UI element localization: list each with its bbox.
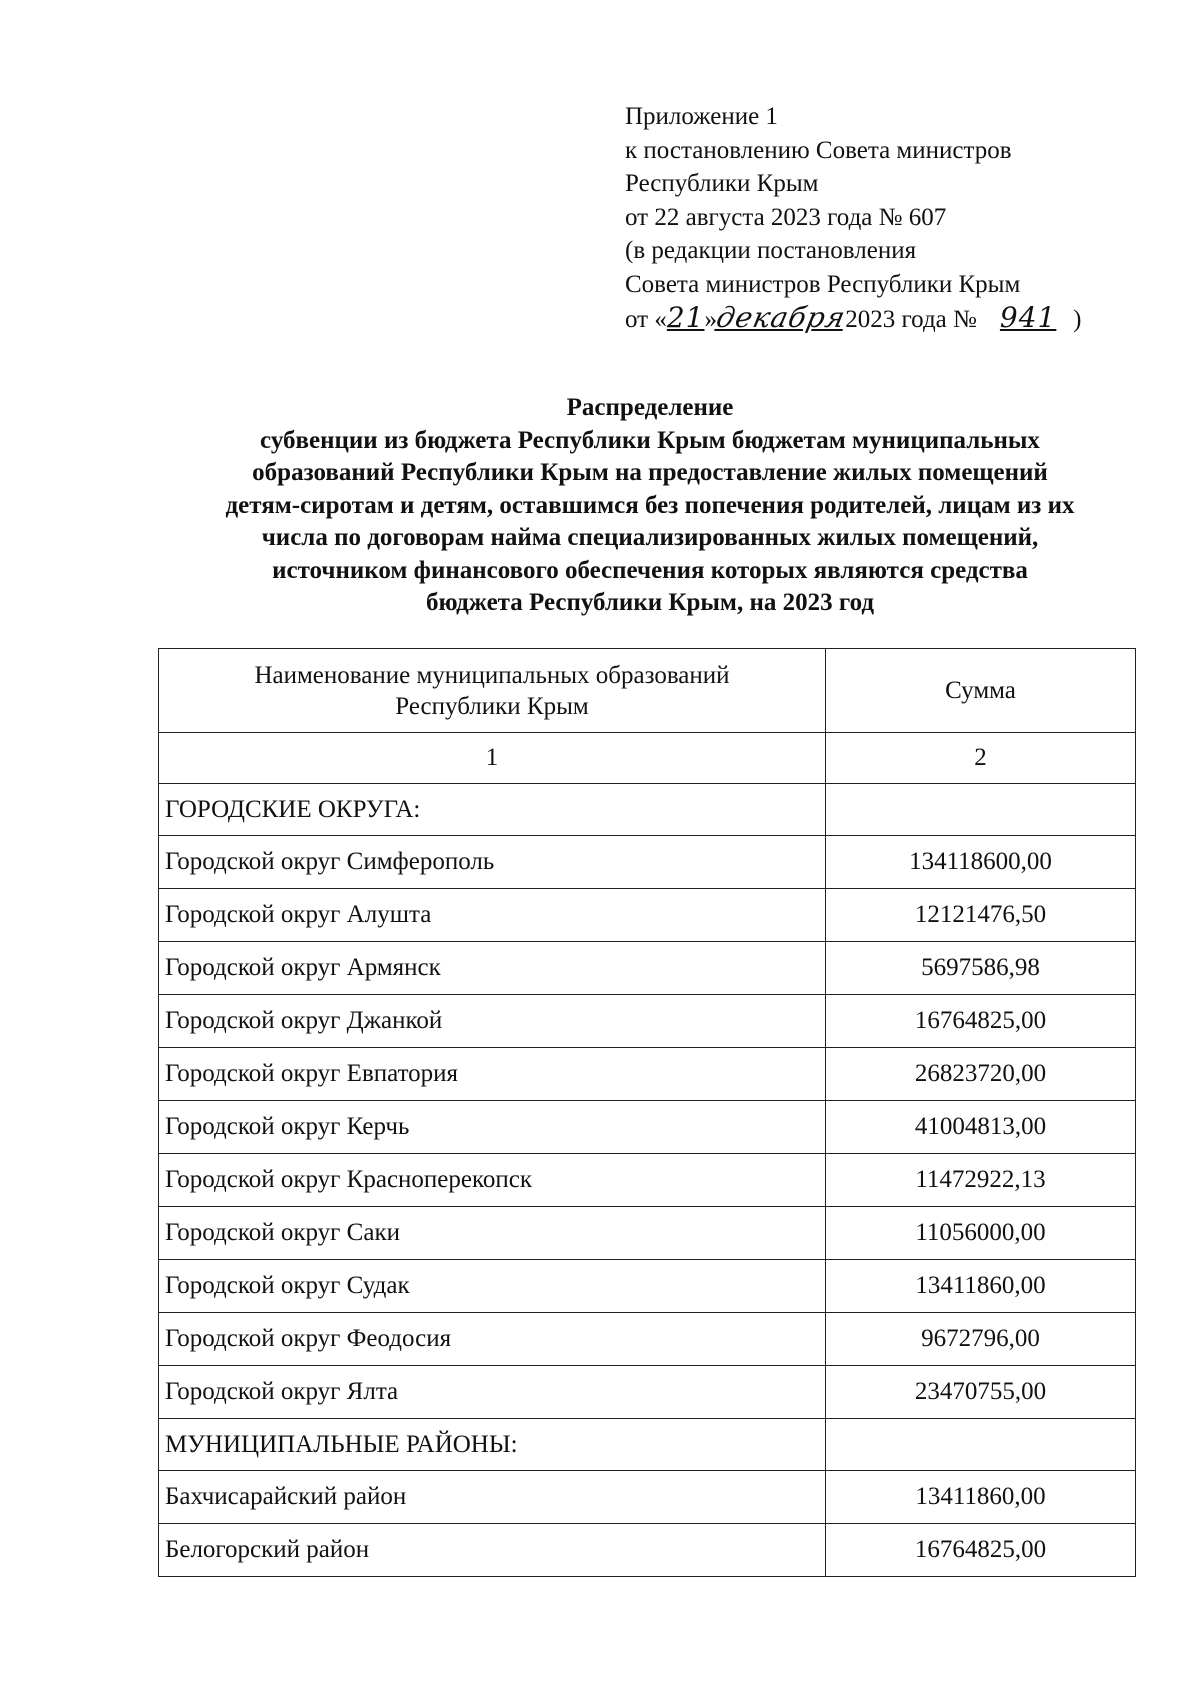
- municipality-name: Городской округ Саки: [159, 1207, 826, 1260]
- subvention-amount: 5697586,98: [826, 942, 1136, 995]
- municipality-name: Белогорский район: [159, 1524, 826, 1577]
- municipality-name: Городской округ Керчь: [159, 1101, 826, 1154]
- header-name-line2: Республики Крым: [395, 692, 589, 720]
- subvention-amount: 13411860,00: [826, 1471, 1136, 1524]
- municipality-name: Городской округ Армянск: [159, 942, 826, 995]
- table-header-row: [159, 649, 1136, 733]
- municipality-name: Городской округ Алушта: [159, 889, 826, 942]
- table-row: [159, 836, 1136, 889]
- subvention-amount: 11056000,00: [826, 1207, 1136, 1260]
- municipality-name: Городской округ Ялта: [159, 1366, 826, 1419]
- municipality-name: Городской округ Джанкой: [159, 995, 826, 1048]
- table-row: [159, 995, 1136, 1048]
- table-row: [159, 1313, 1136, 1366]
- header-sum-column: Сумма: [826, 649, 1136, 733]
- appendix-number: Приложение 1: [625, 103, 778, 130]
- municipality-name: Городской округ Судак: [159, 1260, 826, 1313]
- section-row-city-districts: [159, 784, 1136, 836]
- subvention-amount: 9672796,00: [826, 1313, 1136, 1366]
- header-name-line1: Наименование муниципальных образований: [254, 661, 730, 689]
- title-line: детям-сиротам и детям, оставшимся без попечения родителей, лицам из их: [225, 491, 1075, 519]
- title-line: образований Республики Крым на предоставление жилых помещений: [252, 459, 1048, 486]
- distribution-table: [158, 648, 1136, 1577]
- table-row: [159, 1471, 1136, 1524]
- table-row: [159, 942, 1136, 995]
- table-row: [159, 1260, 1136, 1313]
- table-row: [159, 889, 1136, 942]
- section-label: ГОРОДСКИЕ ОКРУГА:: [159, 784, 826, 836]
- municipality-name: Городской округ Красноперекопск: [159, 1154, 826, 1207]
- municipality-name: Городской округ Феодосия: [159, 1313, 826, 1366]
- column-index-row: [159, 733, 1136, 784]
- section-label: МУНИЦИПАЛЬНЫЕ РАЙОНЫ:: [159, 1419, 826, 1471]
- table-row: [159, 1207, 1136, 1260]
- column-index: 2: [826, 733, 1136, 784]
- table-row: [159, 1101, 1136, 1154]
- subvention-amount: 16764825,00: [826, 995, 1136, 1048]
- table-row: [159, 1048, 1136, 1101]
- date-prefix: от «: [625, 306, 667, 333]
- table-row: [159, 1154, 1136, 1207]
- appendix-edition-line: Совета министров Республики Крым: [625, 270, 1021, 298]
- subvention-amount: 12121476,50: [826, 889, 1136, 942]
- table-row: [159, 1524, 1136, 1577]
- date-mid: »: [704, 306, 717, 333]
- appendix-edition-line: (в редакции постановления: [625, 237, 917, 264]
- document-title: [150, 392, 1150, 620]
- subvention-amount: 23470755,00: [826, 1366, 1136, 1419]
- section-empty-cell: [826, 784, 1136, 836]
- appendix-ref-line: Республики Крым: [625, 170, 819, 197]
- column-index: 1: [159, 733, 826, 784]
- subvention-amount: 16764825,00: [826, 1524, 1136, 1577]
- date-suffix: ): [1073, 306, 1082, 333]
- title-line: субвенции из бюджета Республики Крым бюджетам муниципальных: [260, 426, 1040, 454]
- section-empty-cell: [826, 1419, 1136, 1471]
- table-row: [159, 1366, 1136, 1419]
- date-year: 2023 года №: [845, 306, 977, 333]
- appendix-handwritten-date-line: [625, 301, 1081, 337]
- subvention-amount: 134118600,00: [826, 836, 1136, 889]
- subvention-amount: 26823720,00: [826, 1048, 1136, 1101]
- appendix-ref-line: к постановлению Совета министров: [625, 136, 1012, 164]
- title-line: источником финансового обеспечения которых являются средства: [272, 556, 1028, 584]
- subvention-amount: 41004813,00: [826, 1101, 1136, 1154]
- municipality-name: Городской округ Симферополь: [159, 836, 826, 889]
- handwritten-number: 941: [999, 301, 1057, 334]
- title-line: бюджета Республики Крым, на 2023 год: [425, 589, 875, 616]
- subvention-amount: 13411860,00: [826, 1260, 1136, 1313]
- appendix-header: [625, 100, 1081, 337]
- handwritten-day: 21: [666, 301, 705, 334]
- handwritten-month: декабря: [713, 301, 849, 334]
- municipality-name: Городской округ Евпатория: [159, 1048, 826, 1101]
- section-row-municipal-districts: [159, 1419, 1136, 1471]
- subvention-amount: 11472922,13: [826, 1154, 1136, 1207]
- header-name-column: [159, 649, 826, 733]
- title-line: числа по договорам найма специализированных жилых помещений,: [261, 524, 1039, 551]
- appendix-date-line: от 22 августа 2023 года № 607: [625, 203, 947, 231]
- municipality-name: Бахчисарайский район: [159, 1471, 826, 1524]
- title-line: Распределение: [566, 394, 734, 421]
